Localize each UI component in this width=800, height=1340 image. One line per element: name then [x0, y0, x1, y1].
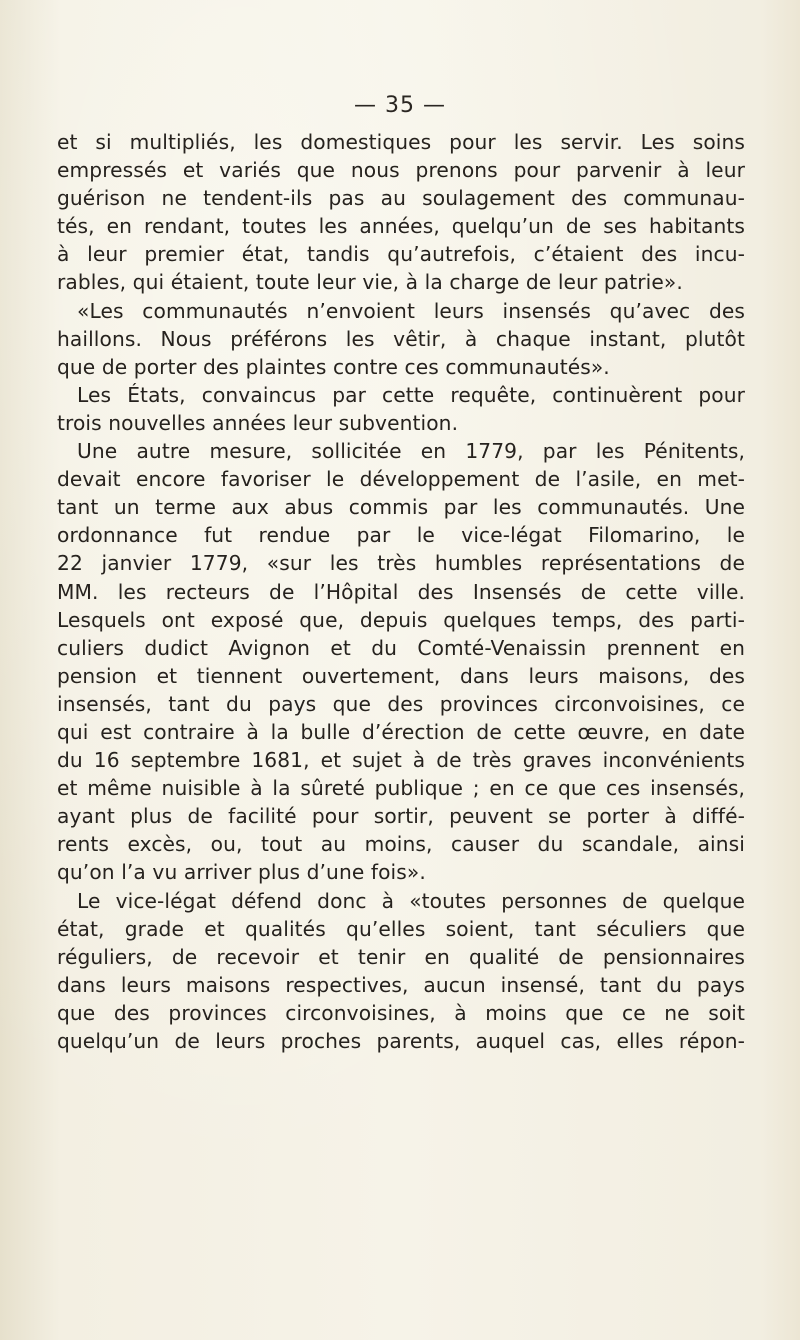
text-line: insensés, tant du pays que des provinces circonvoisines, ce [57, 691, 745, 716]
text-line: devait encore favoriser le développement de l’asile, en met- [57, 467, 745, 492]
text-line: empressés et variés que nous prenons pour parvenir à leur [57, 158, 745, 183]
text-line: à leur premier état, tandis qu’autrefois, c’étaient des incu- [57, 242, 745, 267]
page-number: — 35 — [354, 93, 446, 118]
text-line: et si multipliés, les domestiques pour les servir. Les soins [57, 130, 745, 154]
text-line: MM. les recteurs de l’Hôpital des Insensés de cette ville. [57, 579, 745, 604]
text-line: qui est contraire à la bulle d’érection de cette œuvre, en date [57, 719, 745, 744]
text-line: et même nuisible à la sûreté publique ; en ce que ces insensés, [57, 776, 745, 801]
text-line: Lesquels ont exposé que, depuis quelques temps, des parti- [57, 607, 745, 632]
text-line: que de porter des plaintes contre ces communautés». [57, 354, 610, 379]
text-line: qu’on l’a vu arriver plus d’une fois». [57, 860, 426, 885]
text-line: que des provinces circonvoisines, à moins que ce ne soit [57, 1000, 745, 1025]
text-line: ordonnance fut rendue par le vice-légat Filomarino, le [57, 523, 745, 548]
text-line: état, grade et qualités qu’elles soient, tant séculiers que [57, 916, 745, 941]
text-line: guérison ne tendent-ils pas au soulagement des communau- [57, 186, 745, 211]
text-line: culiers dudict Avignon et du Comté-Venaissin prennent en [57, 635, 745, 660]
text-line: Les États, convaincus par cette requête, continuèrent pour [77, 382, 745, 407]
text-line: Le vice-légat défend donc à «toutes personnes de quelque [77, 888, 745, 913]
text-line: pension et tiennent ouvertement, dans leurs maisons, des [57, 663, 745, 688]
text-line: Une autre mesure, sollicitée en 1779, par les Pénitents, [77, 439, 745, 464]
text-line: dans leurs maisons respectives, aucun insensé, tant du pays [57, 972, 745, 997]
text-line: rables, qui étaient, toute leur vie, à la charge de leur patrie». [57, 270, 683, 295]
text-line: trois nouvelles années leur subvention. [57, 410, 459, 435]
text-line: rents excès, ou, tout au moins, causer du scandale, ainsi [57, 832, 745, 857]
text-line: tant un terme aux abus commis par les communautés. Une [57, 495, 745, 520]
text-line: quelqu’un de leurs proches parents, auquel cas, elles répon- [57, 1029, 745, 1053]
text-line: tés, en rendant, toutes les années, quelqu’un de ses habitants [57, 214, 745, 239]
text-line: haillons. Nous préférons les vêtir, à chaque instant, plutôt [57, 326, 745, 351]
text-line: «Les communautés n’envoient leurs insensés qu’avec des [77, 298, 745, 323]
text-line: du 16 septembre 1681, et sujet à de très graves inconvénients [57, 748, 745, 773]
body-text [57, 128, 745, 1055]
text-line: ayant plus de facilité pour sortir, peuvent se porter à diffé- [57, 804, 745, 829]
text-line: réguliers, de recevoir et tenir en qualité de pensionnaires [57, 944, 745, 969]
text-line: 22 janvier 1779, «sur les très humbles représentations de [57, 551, 745, 576]
